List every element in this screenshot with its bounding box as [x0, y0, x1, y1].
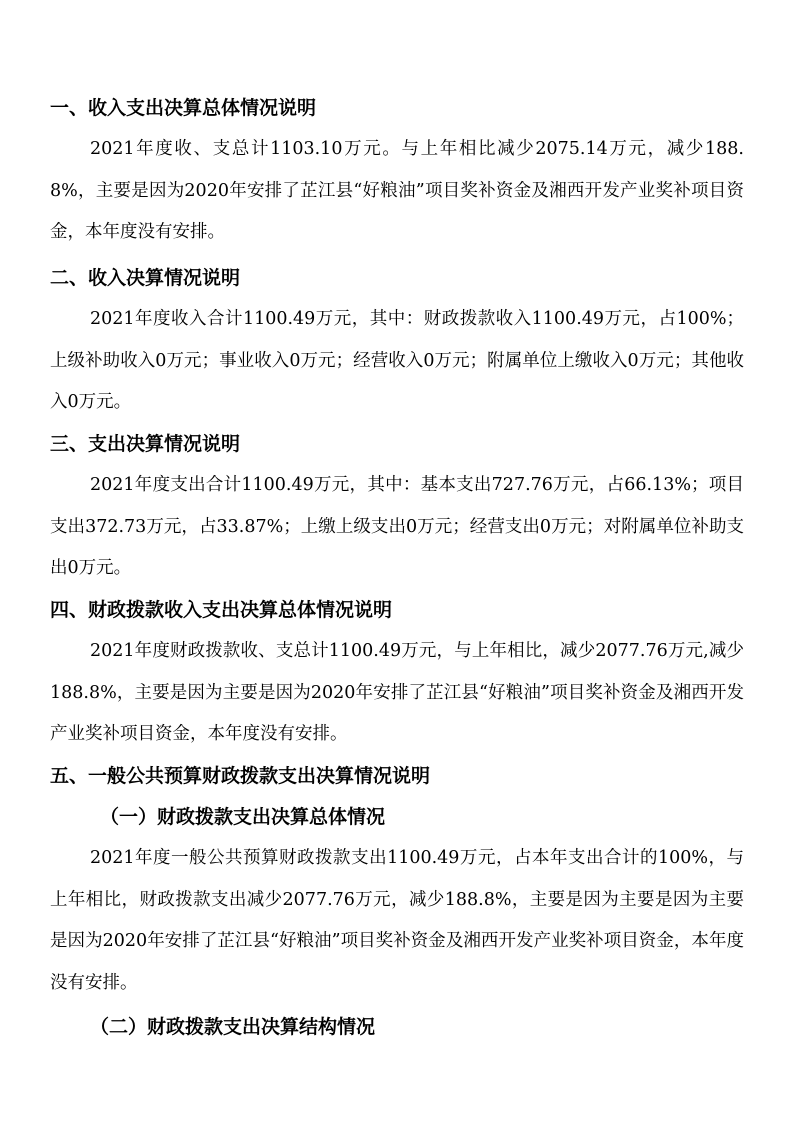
section-4-paragraph: 2021年度财政拨款收、支总计1100.49万元，与上年相比，减少2077.76万元,减少188.8%，主要是因为主要是因为2020年安排了芷江县“好粮油”项目奖补资金及湘西开发产业奖补项目资金，本年度没有安排。 — [50, 641, 744, 744]
section-5-heading: 五、一般公共预算财政拨款支出决算情况说明 — [50, 765, 431, 787]
section-3-heading: 三、支出决算情况说明 — [50, 433, 241, 455]
section-2-paragraph: 2021年度收入合计1100.49万元，其中：财政拨款收入1100.49万元，占100%；上级补助收入0万元；事业收入0万元；经营收入0万元；附属单位上缴收入0万元；其他收入0万元。 — [50, 309, 744, 412]
section-4-heading: 四、财政拨款收入支出决算总体情况说明 — [50, 599, 393, 621]
subsection-2-heading: （二）财政拨款支出决算结构情况 — [90, 1016, 376, 1038]
section-2-heading: 二、收入决算情况说明 — [50, 267, 241, 289]
subsection-1-heading: （一）财政拨款支出决算总体情况 — [100, 806, 386, 828]
subsection-1-paragraph: 2021年度一般公共预算财政拨款支出1100.49万元，占本年支出合计的100%，与上年相比，财政拨款支出减少2077.76万元，减少188.8%，主要是因为主要是因为主要是因为2020年安排了芷江县“好粮油”项目奖补资金及湘西开发产业奖补项目资金，本年度没有安排。 — [50, 848, 744, 993]
section-1-paragraph: 2021年度收、支总计1103.10万元。与上年相比减少2075.14万元，减少188.8%，主要是因为2020年安排了芷江县“好粮油”项目奖补资金及湘西开发产业奖补项目资金，本年度没有安排。 — [50, 139, 744, 242]
section-1-heading: 一、收入支出决算总体情况说明 — [50, 97, 317, 119]
section-3-paragraph: 2021年度支出合计1100.49万元，其中：基本支出727.76万元，占66.13%；项目支出372.73万元，占33.87%；上缴上级支出0万元；经营支出0万元；对附属单位补助支出0万元。 — [50, 475, 744, 578]
